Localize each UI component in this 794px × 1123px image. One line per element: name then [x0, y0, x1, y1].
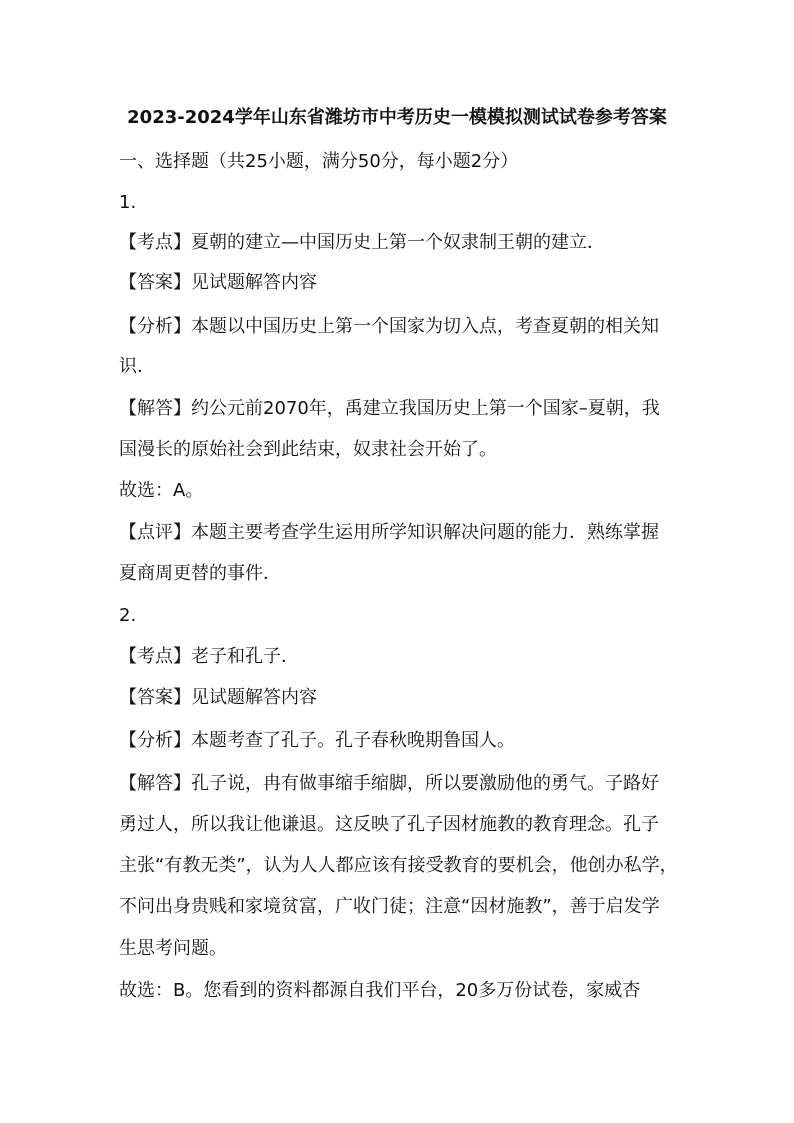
- comment-line: 夏商周更替的事件．: [119, 563, 281, 584]
- solution-line: 【解答】孔子说，冉有做事缩手缩脚，所以要激励他的勇气。子路好: [119, 773, 659, 794]
- answer-line: 【答案】见试题解答内容: [119, 272, 317, 293]
- question-number: 1.: [119, 192, 137, 213]
- solution-line: 不问出身贵贱和家境贫富，广收门徒；注意“因材施教”，善于启发学: [119, 896, 660, 917]
- analysis-line: 【分析】本题以中国历史上第一个国家为切入点，考查夏朝的相关知: [119, 316, 659, 337]
- choice-line: 故选：A。: [119, 480, 204, 501]
- solution-line: 主张“有教无类”，认为人人都应该有接受教育的要机会，他创办私学，: [119, 855, 678, 876]
- solution-line: 【解答】约公元前2070年，禹建立我国历史上第一个国家–夏朝，我: [119, 398, 660, 419]
- solution-line: 勇过人，所以我让他谦退。这反映了孔子因材施教的教育理念。孔子: [119, 814, 659, 835]
- answer-line: 【答案】见试题解答内容: [119, 687, 317, 708]
- document-title: 2023-2024学年山东省潍坊市中考历史一模模拟测试试卷参考答案: [127, 107, 667, 128]
- solution-line: 国漫长的原始社会到此结束，奴隶社会开始了。: [119, 439, 497, 460]
- comment-line: 【点评】本题主要考查学生运用所学知识解决问题的能力．熟练掌握: [119, 522, 659, 543]
- section-heading: 一、选择题（共25小题，满分50分，每小题2分）: [119, 151, 519, 172]
- exam-point: 【考点】夏朝的建立—中国历史上第一个奴隶制王朝的建立．: [119, 232, 605, 253]
- analysis-line: 【分析】本题考查了孔子。孔子春秋晚期鲁国人。: [119, 730, 515, 751]
- analysis-line: 识．: [119, 356, 155, 377]
- solution-line: 生思考问题。: [119, 938, 227, 959]
- exam-point: 【考点】老子和孔子．: [119, 646, 299, 667]
- choice-line: 故选：B。您看到的资料都源自我们平台，20多万份试卷，家威杏: [119, 980, 641, 1001]
- question-number: 2.: [119, 605, 137, 626]
